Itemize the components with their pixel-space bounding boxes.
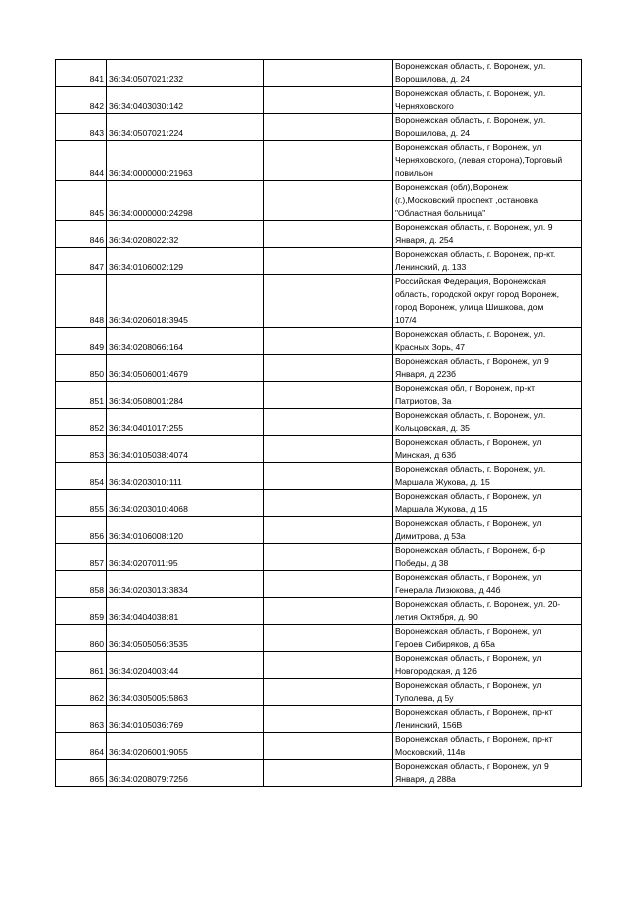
table-row [56, 328, 582, 355]
row-number: 843 [56, 114, 107, 141]
empty-cell [264, 571, 393, 598]
cadastral-number: 36:34:0506001:4679 [107, 355, 264, 382]
cadastral-number: 36:34:0208022:32 [107, 221, 264, 248]
address: Воронежская область, г Воронеж, ул Генерала Лизюкова, д 44б [393, 571, 582, 598]
empty-cell [264, 141, 393, 181]
cadastral-number: 36:34:0105036:769 [107, 706, 264, 733]
address: Воронежская обл, г Воронеж, пр-кт Патриотов, 3а [393, 382, 582, 409]
cadastral-number: 36:34:0105038:4074 [107, 436, 264, 463]
address: Воронежская область, г. Воронеж, ул. Черняховского [393, 87, 582, 114]
row-number: 848 [56, 275, 107, 328]
empty-cell [264, 706, 393, 733]
table-row [56, 733, 582, 760]
registry-table-body [56, 60, 582, 787]
table-row [56, 598, 582, 625]
table-row [56, 355, 582, 382]
empty-cell [264, 248, 393, 275]
row-number: 845 [56, 181, 107, 221]
table-row [56, 463, 582, 490]
row-number: 852 [56, 409, 107, 436]
row-number: 851 [56, 382, 107, 409]
address: Воронежская область, г Воронеж, ул Минская, д 63б [393, 436, 582, 463]
cadastral-number: 36:34:0106002:129 [107, 248, 264, 275]
empty-cell [264, 436, 393, 463]
cadastral-number: 36:34:0208066:164 [107, 328, 264, 355]
empty-cell [264, 181, 393, 221]
address: Воронежская область, г. Воронеж, ул. Кольцовская, д. 35 [393, 409, 582, 436]
table-row [56, 490, 582, 517]
cadastral-number: 36:34:0507021:224 [107, 114, 264, 141]
row-number: 860 [56, 625, 107, 652]
address: Воронежская область, г Воронеж, ул Туполева, д 5у [393, 679, 582, 706]
cadastral-number: 36:34:0404038:81 [107, 598, 264, 625]
empty-cell [264, 355, 393, 382]
row-number: 859 [56, 598, 107, 625]
row-number: 849 [56, 328, 107, 355]
row-number: 857 [56, 544, 107, 571]
empty-cell [264, 382, 393, 409]
cadastral-number: 36:34:0106008:120 [107, 517, 264, 544]
row-number: 853 [56, 436, 107, 463]
empty-cell [264, 517, 393, 544]
empty-cell [264, 598, 393, 625]
row-number: 854 [56, 463, 107, 490]
cadastral-number: 36:34:0401017:255 [107, 409, 264, 436]
table-row [56, 181, 582, 221]
cadastral-number: 36:34:0203010:4068 [107, 490, 264, 517]
empty-cell [264, 463, 393, 490]
table-row [56, 248, 582, 275]
table-row [56, 625, 582, 652]
address: Воронежская область, г Воронеж, б-р Победы, д 38 [393, 544, 582, 571]
table-row [56, 706, 582, 733]
row-number: 864 [56, 733, 107, 760]
table-row [56, 382, 582, 409]
cadastral-number: 36:34:0203013:3834 [107, 571, 264, 598]
cadastral-number: 36:34:0206001:9055 [107, 733, 264, 760]
address: Воронежская область, г. Воронеж, ул. Красных Зорь, 47 [393, 328, 582, 355]
address: Воронежская область, г Воронеж, пр-кт Московский, 114в [393, 733, 582, 760]
table-row [56, 544, 582, 571]
address: Воронежская область, г. Воронеж, ул. 9 Января, д. 254 [393, 221, 582, 248]
address: Воронежская область, г Воронеж, ул Героев Сибиряков, д 65а [393, 625, 582, 652]
address: Воронежская область, г. Воронеж, ул. 20- летия Октября, д. 90 [393, 598, 582, 625]
table-row [56, 679, 582, 706]
address: Воронежская область, г Воронеж, пр-кт Ленинский, 156В [393, 706, 582, 733]
address: Воронежская (обл),Воронеж (г.),Московский проспект ,остановка "Областная больница" [393, 181, 582, 221]
table-row [56, 141, 582, 181]
cadastral-number: 36:34:0204003:44 [107, 652, 264, 679]
cadastral-number: 36:34:0507021:232 [107, 60, 264, 87]
address: Воронежская область, г Воронеж, ул Маршала Жукова, д 15 [393, 490, 582, 517]
empty-cell [264, 409, 393, 436]
row-number: 844 [56, 141, 107, 181]
empty-cell [264, 733, 393, 760]
empty-cell [264, 221, 393, 248]
table-row [56, 571, 582, 598]
table-row [56, 409, 582, 436]
registry-table [55, 59, 582, 787]
address: Воронежская область, г Воронеж, ул 9 Января, д 223б [393, 355, 582, 382]
empty-cell [264, 679, 393, 706]
cadastral-number: 36:34:0208079:7256 [107, 760, 264, 787]
table-row [56, 114, 582, 141]
table-row [56, 652, 582, 679]
address: Воронежская область, г. Воронеж, ул. Маршала Жукова, д. 15 [393, 463, 582, 490]
empty-cell [264, 87, 393, 114]
address: Воронежская область, г Воронеж, ул Черняховского, (левая сторона),Торговый повильон [393, 141, 582, 181]
row-number: 846 [56, 221, 107, 248]
row-number: 858 [56, 571, 107, 598]
table-row [56, 517, 582, 544]
cadastral-number: 36:34:0403030:142 [107, 87, 264, 114]
table-row [56, 275, 582, 328]
address: Российская Федерация, Воронежская область, городской округ город Воронеж, город Воронеж, улица Шишкова, дом 107/4 [393, 275, 582, 328]
table-row [56, 60, 582, 87]
table-row [56, 436, 582, 463]
empty-cell [264, 760, 393, 787]
cadastral-number: 36:34:0508001:284 [107, 382, 264, 409]
empty-cell [264, 490, 393, 517]
row-number: 862 [56, 679, 107, 706]
cadastral-number: 36:34:0206018:3945 [107, 275, 264, 328]
empty-cell [264, 625, 393, 652]
row-number: 842 [56, 87, 107, 114]
cadastral-number: 36:34:0305005:5863 [107, 679, 264, 706]
empty-cell [264, 328, 393, 355]
cadastral-number: 36:34:0207011:95 [107, 544, 264, 571]
row-number: 841 [56, 60, 107, 87]
address: Воронежская область, г. Воронеж, ул. Ворошилова, д. 24 [393, 114, 582, 141]
row-number: 865 [56, 760, 107, 787]
empty-cell [264, 544, 393, 571]
empty-cell [264, 60, 393, 87]
empty-cell [264, 652, 393, 679]
cadastral-number: 36:34:0000000:24298 [107, 181, 264, 221]
cadastral-number: 36:34:0505056:3535 [107, 625, 264, 652]
address: Воронежская область, г Воронеж, ул Димитрова, д 53а [393, 517, 582, 544]
empty-cell [264, 275, 393, 328]
table-row [56, 221, 582, 248]
address: Воронежская область, г Воронеж, ул 9 Января, д 288а [393, 760, 582, 787]
row-number: 847 [56, 248, 107, 275]
empty-cell [264, 114, 393, 141]
row-number: 850 [56, 355, 107, 382]
row-number: 856 [56, 517, 107, 544]
address: Воронежская область, г. Воронеж, пр-кт. Ленинский, д. 133 [393, 248, 582, 275]
row-number: 861 [56, 652, 107, 679]
table-row [56, 760, 582, 787]
address: Воронежская область, г Воронеж, ул Новгородская, д 126 [393, 652, 582, 679]
row-number: 863 [56, 706, 107, 733]
row-number: 855 [56, 490, 107, 517]
cadastral-number: 36:34:0203010:111 [107, 463, 264, 490]
table-row [56, 87, 582, 114]
address: Воронежская область, г. Воронеж, ул. Ворошилова, д. 24 [393, 60, 582, 87]
cadastral-number: 36:34:0000000:21963 [107, 141, 264, 181]
